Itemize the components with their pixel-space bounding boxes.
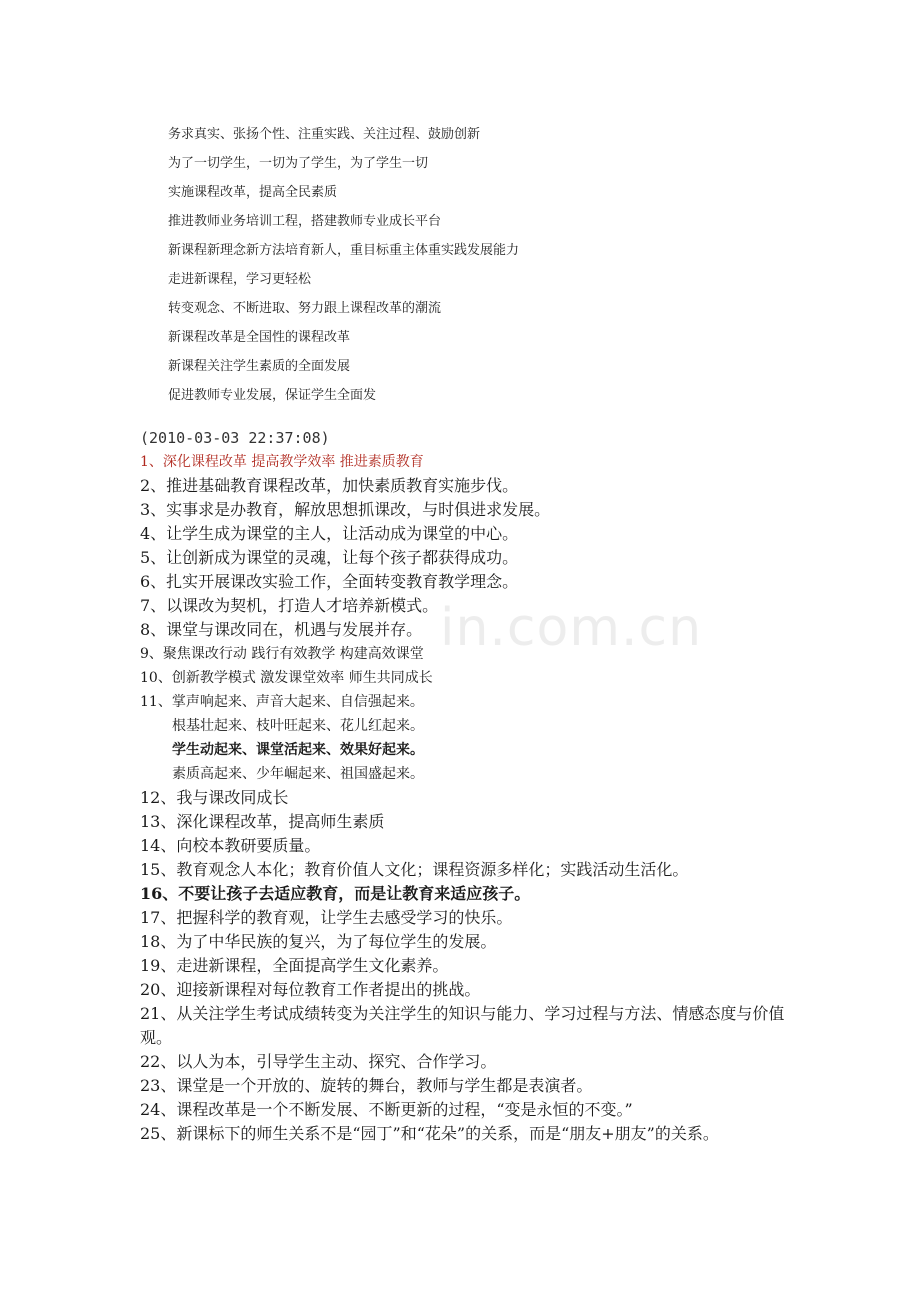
list-item: 18、为了中华民族的复兴，为了每位学生的发展。 (140, 932, 497, 951)
list-item: 5、让创新成为课堂的灵魂，让每个孩子都获得成功。 (140, 548, 519, 567)
slogan-item: 务求真实、张扬个性、注重实践、关注过程、鼓励创新 (168, 127, 481, 142)
slogan-item: 新课程关注学生素质的全面发展 (168, 359, 351, 374)
numbered-slogan-list (140, 450, 800, 1146)
slogan-item: 实施课程改革，提高全民素质 (168, 185, 338, 200)
list-item: 13、深化课程改革，提高师生素质 (140, 812, 385, 831)
watermark-text: in.com.cn (440, 598, 703, 658)
list-subitem: 根基壮起来、枝叶旺起来、花儿红起来。 (172, 718, 424, 734)
list-item: 11、掌声响起来、声音大起来、自信强起来。 (140, 694, 424, 710)
list-item: 23、课堂是一个开放的、旋转的舞台，教师与学生都是表演者。 (140, 1076, 593, 1095)
list-subitem: 素质高起来、少年崛起来、祖国盛起来。 (172, 766, 424, 782)
list-item: 12、我与课改同成长 (140, 788, 289, 807)
list-item: 9、聚焦课改行动 践行有效教学 构建高效课堂 (140, 646, 424, 662)
slogan-list (168, 120, 808, 410)
list-item: 14、向校本教研要质量。 (140, 836, 321, 855)
list-item: 24、课程改革是一个不断发展、不断更新的过程，“变是永恒的不变。” (140, 1100, 633, 1119)
list-subitem-bold: 学生动起来、课堂活起来、效果好起来。 (172, 742, 424, 758)
slogan-item: 转变观念、不断进取、努力跟上课程改革的潮流 (168, 301, 442, 316)
list-item: 21、从关注学生考试成绩转变为关注学生的知识与能力、学习过程与方法、情感态度与价值观。 (140, 1004, 785, 1047)
list-item: 8、课堂与课改同在，机遇与发展并存。 (140, 620, 423, 639)
list-item: 19、走进新课程，全面提高学生文化素养。 (140, 956, 449, 975)
slogan-item: 促进教师专业发展，保证学生全面发 (168, 388, 377, 403)
slogan-item: 新课程新理念新方法培育新人，重目标重主体重实践发展能力 (168, 243, 520, 258)
post-timestamp: (2010-03-03 22:37:08) (140, 429, 330, 447)
slogan-item: 走进新课程，学习更轻松 (168, 272, 312, 287)
list-item: 17、把握科学的教育观，让学生去感受学习的快乐。 (140, 908, 513, 927)
list-item-heading: 1、深化课程改革 提高教学效率 推进素质教育 (140, 454, 424, 470)
list-item: 2、推进基础教育课程改革，加快素质教育实施步伐。 (140, 476, 519, 495)
list-item: 4、让学生成为课堂的主人，让活动成为课堂的中心。 (140, 524, 519, 543)
slogan-item: 为了一切学生，一切为了学生，为了学生一切 (168, 156, 429, 171)
slogan-item: 新课程改革是全国性的课程改革 (168, 330, 351, 345)
slogan-item: 推进教师业务培训工程，搭建教师专业成长平台 (168, 214, 442, 229)
list-item: 7、以课改为契机，打造人才培养新模式。 (140, 596, 439, 615)
list-item: 25、新课标下的师生关系不是“园丁”和“花朵”的关系，而是“朋友+朋友”的关系。 (140, 1124, 719, 1143)
list-item: 22、以人为本，引导学生主动、探究、合作学习。 (140, 1052, 497, 1071)
list-item: 20、迎接新课程对每位教育工作者提出的挑战。 (140, 980, 481, 999)
list-item: 6、扎实开展课改实验工作，全面转变教育教学理念。 (140, 572, 519, 591)
list-item: 15、教育观念人本化；教育价值人文化；课程资源多样化；实践活动生活化。 (140, 860, 689, 879)
list-item: 10、创新教学模式 激发课堂效率 师生共同成长 (140, 670, 433, 686)
list-item-bold: 16、不要让孩子去适应教育，而是让教育来适应孩子。 (140, 884, 531, 903)
list-item: 3、实事求是办教育，解放思想抓课改，与时俱进求发展。 (140, 500, 551, 519)
